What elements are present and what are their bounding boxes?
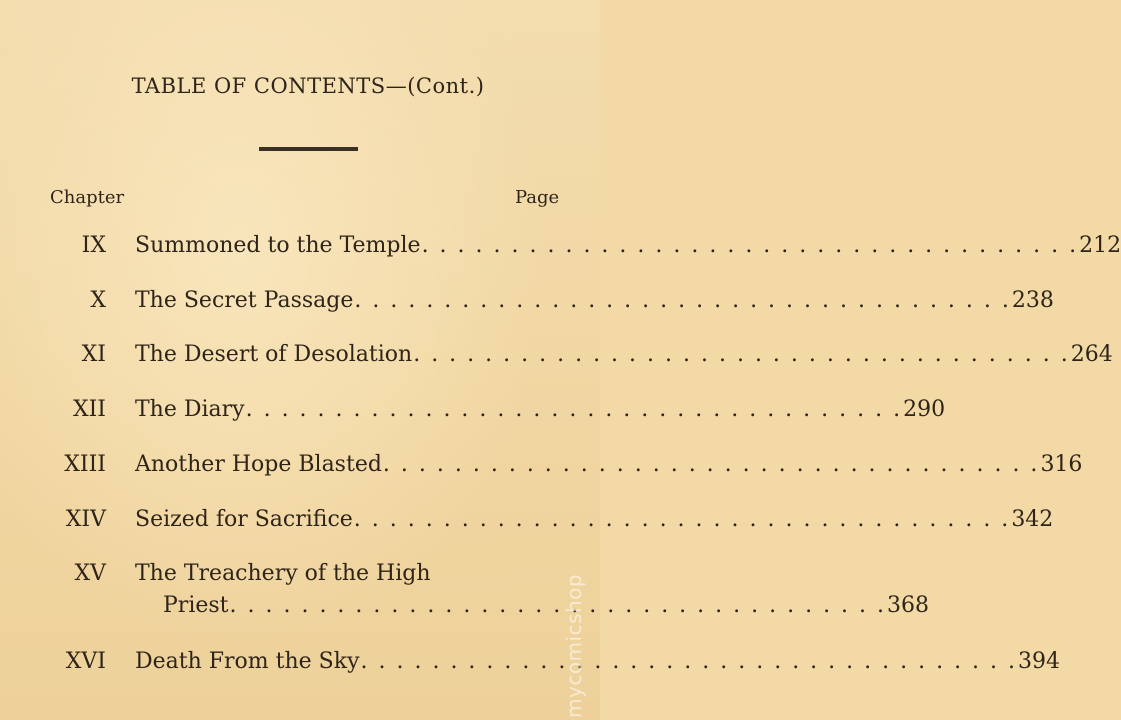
toc-entry — [0, 342, 1113, 372]
dot-leader: . . . . . . . . . . . . . . . . . . . . . . . . . . . . . . . . . . . . . — [382, 452, 1040, 477]
page-number: 212 — [1079, 233, 1121, 258]
page-number: 264 — [1070, 342, 1113, 367]
dot-leader: . . . . . . . . . . . . . . . . . . . . . . . . . . . . . . . . . . . . . — [354, 288, 1011, 313]
toc-line — [135, 452, 1083, 477]
toc-line — [135, 397, 946, 422]
page-column-header: Page — [515, 187, 560, 208]
page-number: 238 — [1011, 288, 1054, 313]
chapter-title: The Diary — [135, 397, 245, 422]
page-number: 316 — [1040, 452, 1083, 477]
toc-line — [135, 649, 1061, 674]
page-title: TABLE OF CONTENTS—(Cont.) — [131, 74, 485, 98]
toc-entry — [0, 397, 946, 427]
toc-entry — [0, 233, 1121, 263]
page-number: 394 — [1018, 649, 1061, 674]
dot-leader: . . . . . . . . . . . . . . . . . . . . . . . . . . . . . . . . . . . . . — [413, 342, 1070, 367]
toc-line — [135, 507, 1054, 532]
dot-leader: . . . . . . . . . . . . . . . . . . . . . . . . . . . . . . . . . . . . . — [353, 507, 1011, 532]
title-divider — [259, 147, 358, 151]
toc-line — [135, 288, 1054, 313]
chapter-title: The Desert of Desolation — [135, 342, 413, 367]
chapter-number: IX — [81, 233, 106, 258]
chapter-title: The Secret Passage — [135, 288, 354, 313]
page-number: 342 — [1011, 507, 1054, 532]
chapter-number: XIII — [64, 452, 106, 477]
dot-leader: . . . . . . . . . . . . . . . . . . . . . . . . . . . . . . . . . . . . . — [421, 233, 1079, 258]
chapter-title-continued: Priest — [163, 593, 229, 618]
page-number: 290 — [903, 397, 946, 422]
chapter-number: XV — [74, 561, 106, 586]
chapter-number: XIV — [65, 507, 106, 532]
toc-entry — [0, 288, 1054, 318]
chapter-title: Seized for Sacrifice — [135, 507, 353, 532]
chapter-title: Summoned to the Temple — [135, 233, 421, 258]
toc-entry — [0, 452, 1083, 482]
toc-entry — [0, 561, 600, 591]
page-number: 368 — [887, 593, 930, 618]
toc-entry — [0, 649, 1061, 679]
toc-line — [135, 233, 1121, 258]
watermark: mycomicshop — [562, 573, 586, 718]
toc-entry — [0, 507, 1054, 537]
chapter-title: The Treachery of the High — [135, 561, 431, 586]
dot-leader: . . . . . . . . . . . . . . . . . . . . . . . . . . . . . . . . . . . . . — [245, 397, 903, 422]
dot-leader: . . . . . . . . . . . . . . . . . . . . . . . . . . . . . . . . . . . . . — [360, 649, 1018, 674]
chapter-title: Death From the Sky — [135, 649, 360, 674]
toc-line — [163, 593, 930, 618]
chapter-number: XII — [72, 397, 106, 422]
toc-line — [135, 342, 1113, 367]
chapter-column-header: Chapter — [50, 187, 125, 208]
chapter-title: Another Hope Blasted — [135, 452, 382, 477]
chapter-number: XI — [81, 342, 106, 367]
chapter-number: XVI — [65, 649, 106, 674]
chapter-number: X — [90, 288, 106, 313]
dot-leader: . . . . . . . . . . . . . . . . . . . . . . . . . . . . . . . . . . . . . — [229, 593, 887, 618]
toc-entry-continuation — [0, 593, 930, 623]
